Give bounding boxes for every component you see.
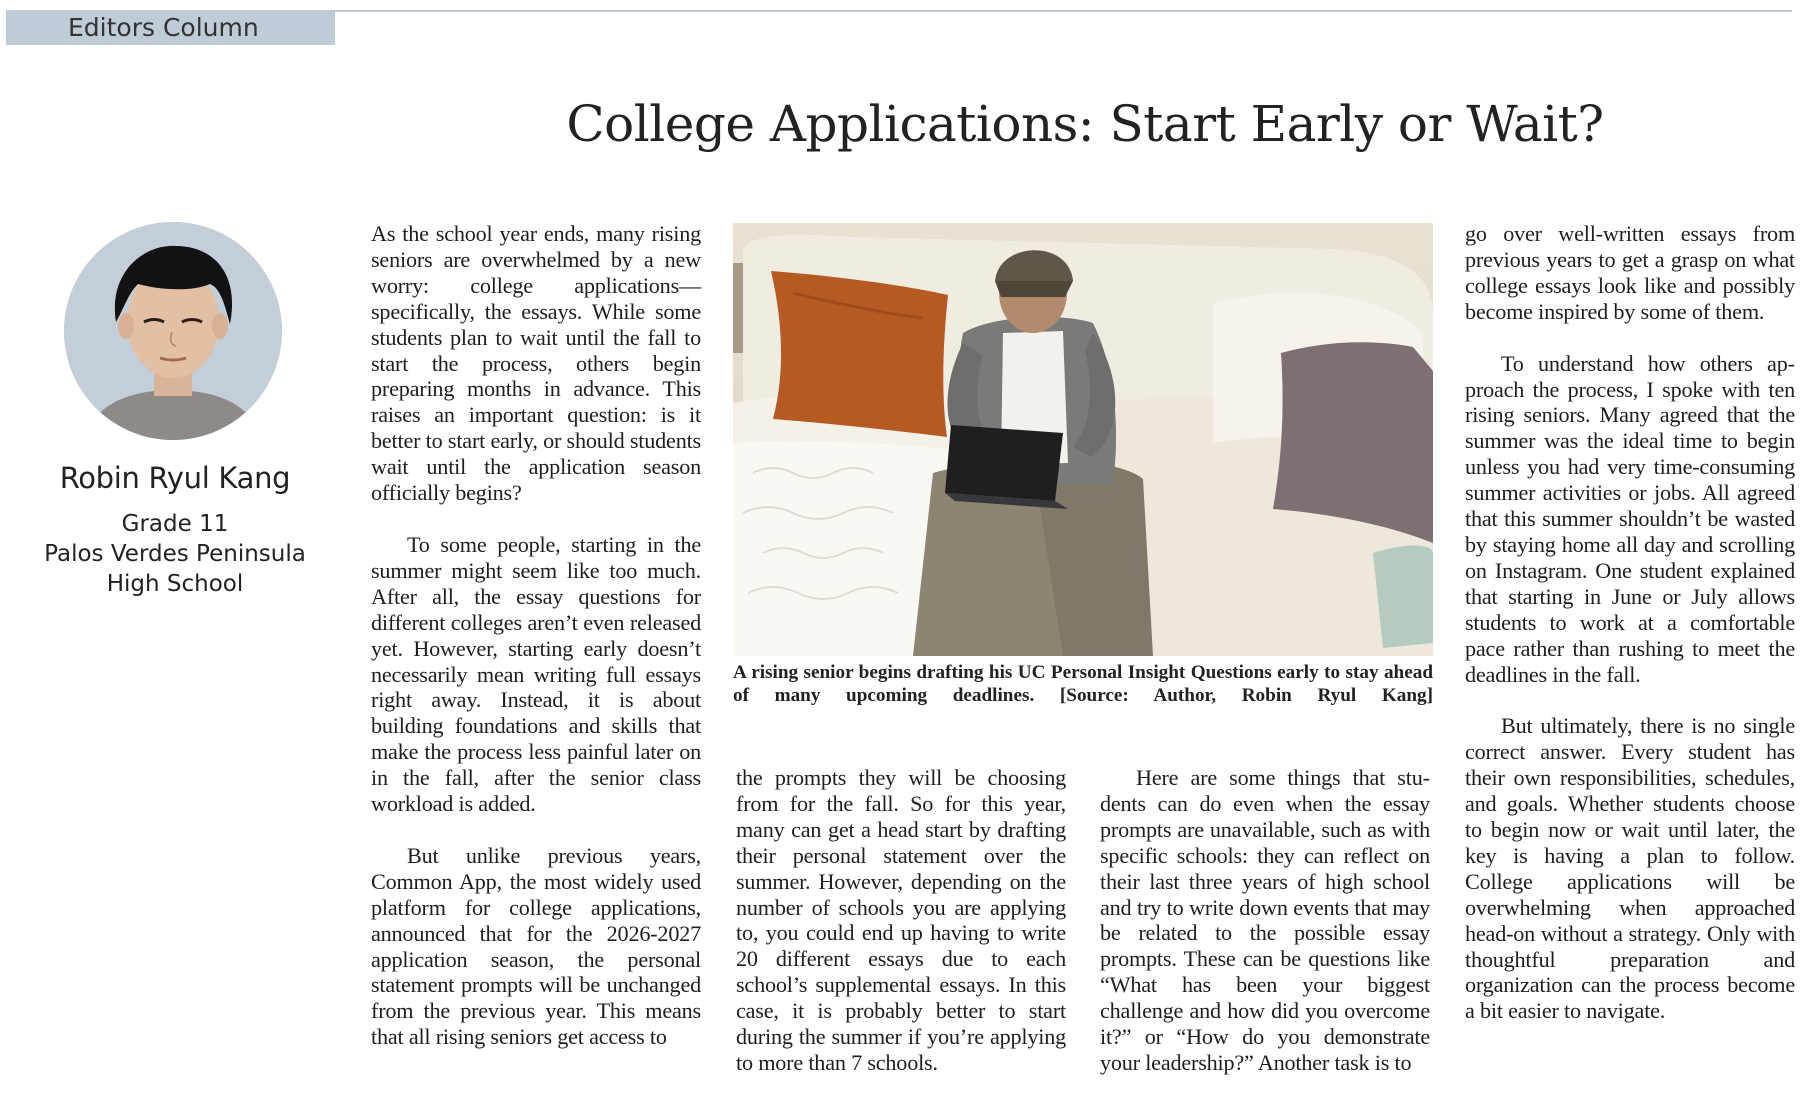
author-details <box>10 509 340 599</box>
paragraph: To some people, starting in the summer might seem like too much. After all, the essay questions for different colleges aren’t even released yet. However, starting early doesn’t necessarily mean writing full essays right away. Instead, it is about building foundations and skills that make the process less painful later on in the fall, after the senior class workload is added. <box>371 531 701 817</box>
body-column-1 <box>371 221 701 1076</box>
section-label: Editors Column <box>6 10 335 45</box>
paragraph: go over well-written essays from previous years to get a grasp on what college essays look like and possibly become inspired by some of them. <box>1465 221 1795 324</box>
author-grade: Grade 11 <box>121 511 229 537</box>
author-portrait <box>64 222 282 440</box>
body-column-2 <box>736 765 1066 1102</box>
article-photo <box>733 223 1433 656</box>
photo-illustration <box>733 223 1433 656</box>
body-column-4 <box>1465 221 1795 1050</box>
author-school-line1: Palos Verdes Peninsula <box>44 541 306 567</box>
portrait-illustration <box>64 222 282 440</box>
paragraph: As the school year ends, many rising seniors are overwhelmed by a new worry: college applications—specifically, the essays. While some students plan to wait until the fall to start the process, others begin preparing months in advance. This raises an important question: is it better to start early, or should students wait until the application season officially begins? <box>371 221 701 506</box>
body-column-3 <box>1100 765 1430 1102</box>
author-school-line2: High School <box>106 571 244 597</box>
paragraph: the prompts they will be choosing from for the fall. So for this year, many can get a head start by drafting their personal statement over the summer. However, depending on the number of schools you are applying to, you could end up having to write 20 different essays due to each school’s supplemental essays. In this case, it is probably better to start during the summer if you’re applying to more than 7 schools. <box>736 765 1066 1075</box>
paragraph: But unlike previous years, Common App, the most widely used platform for college applications, announced that for the 2026-2027 application season, the personal statement prompts will be unchanged from the previous year. This means that all rising seniors get access to <box>371 842 701 1050</box>
photo-caption <box>733 661 1433 707</box>
caption-source: [Source: Author, Robin Ryul Kang] <box>1059 685 1434 706</box>
paragraph: Here are some things that students can do even when the essay prompts are unavailable, such as with specific schools: they can reflect on their last three years of high school and try to write down events that may be related to the possible essay prompts. These can be questions like “What has been your biggest challenge and how did you overcome it?” or “How do you demonstrate your leadership?” Another task is to <box>1100 765 1430 1075</box>
article-headline: College Applications: Start Early or Wait? <box>566 95 1604 153</box>
paragraph: But ultimately, there is no single correct answer. Every student has their own responsibilities, schedules, and goals. Whether students choose to begin now or wait until later, the key is having a plan to follow. College applications will be overwhelming when approached head-on without a strategy. Only with thoughtful preparation and organization can the process become a bit easier to navigate. <box>1465 713 1795 1024</box>
paragraph: To understand how others approach the process, I spoke with ten rising seniors. Many agreed that the summer was the ideal time to begin unless you had very time-consuming summer activities or jobs. All agreed that this summer shouldn’t be wasted by staying home all day and scrolling on Instagram. One student explained that starting in June or July allows students to work at a comfortable pace rather than rushing to meet the deadlines in the fall. <box>1465 350 1795 687</box>
author-name: Robin Ryul Kang <box>59 461 291 495</box>
caption-text: A rising senior begins drafting his UC Personal Insight Questions early to stay ahead of many upcoming deadlines. <box>733 662 1433 706</box>
